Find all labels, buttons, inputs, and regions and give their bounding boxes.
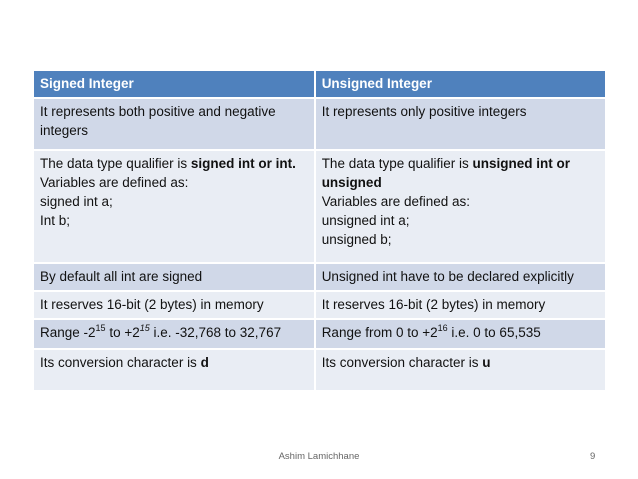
- unsigned-conversion-text: Its conversion character is: [321, 355, 483, 370]
- cell-signed-representation: It represents both positive and negative integers: [33, 98, 315, 150]
- unsigned-range-text-2: i.e. 0 to 65,535: [447, 325, 541, 340]
- header-signed-integer: Signed Integer: [33, 70, 315, 98]
- cell-signed-memory: It reserves 16-bit (2 bytes) in memory: [33, 291, 315, 319]
- signed-range-text: Range -2: [40, 325, 96, 340]
- cell-signed-conversion: [33, 349, 315, 391]
- unsigned-range-exponent: 16: [437, 322, 448, 333]
- table-row: [33, 150, 606, 263]
- table-row: [33, 98, 606, 150]
- signed-qualifier-prefix: The data type qualifier is: [40, 156, 191, 171]
- comparison-table: [32, 69, 607, 392]
- unsigned-conversion-char: u: [482, 355, 491, 370]
- cell-unsigned-memory: It reserves 16-bit (2 bytes) in memory: [315, 291, 606, 319]
- page-number: 9: [590, 451, 596, 462]
- cell-signed-range: [33, 319, 315, 349]
- header-unsigned-integer: Unsigned Integer: [315, 70, 606, 98]
- unsigned-defined-as: Variables are defined as:: [321, 194, 471, 209]
- unsigned-example-2: unsigned b;: [321, 232, 392, 247]
- signed-conversion-char: d: [200, 355, 209, 370]
- unsigned-qualifier-keyword: unsigned int or unsigned: [321, 156, 571, 190]
- signed-range-exponent-2: 15: [139, 322, 150, 333]
- signed-defined-as: Variables are defined as:: [40, 175, 189, 190]
- unsigned-qualifier-prefix: The data type qualifier is: [321, 156, 473, 171]
- signed-example-1: signed int a;: [40, 194, 113, 209]
- table-row: [33, 291, 606, 319]
- signed-range-text-2: to +2: [105, 325, 140, 340]
- cell-unsigned-qualifier: [315, 150, 606, 263]
- signed-range-text-3: i.e. -32,768 to 32,767: [149, 325, 282, 340]
- cell-signed-default: By default all int are signed: [33, 263, 315, 291]
- cell-unsigned-range: [315, 319, 606, 349]
- table-header-row: [33, 70, 606, 98]
- signed-range-exponent-1: 15: [95, 322, 106, 333]
- cell-unsigned-representation: It represents only positive integers: [315, 98, 606, 150]
- cell-unsigned-conversion: [315, 349, 606, 391]
- cell-unsigned-default: Unsigned int have to be declared explicitly: [315, 263, 606, 291]
- table-row: [33, 349, 606, 391]
- signed-example-2: Int b;: [40, 213, 71, 228]
- signed-qualifier-keyword: signed int or int.: [190, 156, 296, 171]
- table-row: [33, 319, 606, 349]
- footer-author: Ashim Lamichhane: [278, 451, 360, 462]
- table-row: [33, 263, 606, 291]
- signed-conversion-text: Its conversion character is: [40, 355, 201, 370]
- unsigned-example-1: unsigned int a;: [321, 213, 410, 228]
- cell-signed-qualifier: [33, 150, 315, 263]
- unsigned-range-text: Range from 0 to +2: [321, 325, 438, 340]
